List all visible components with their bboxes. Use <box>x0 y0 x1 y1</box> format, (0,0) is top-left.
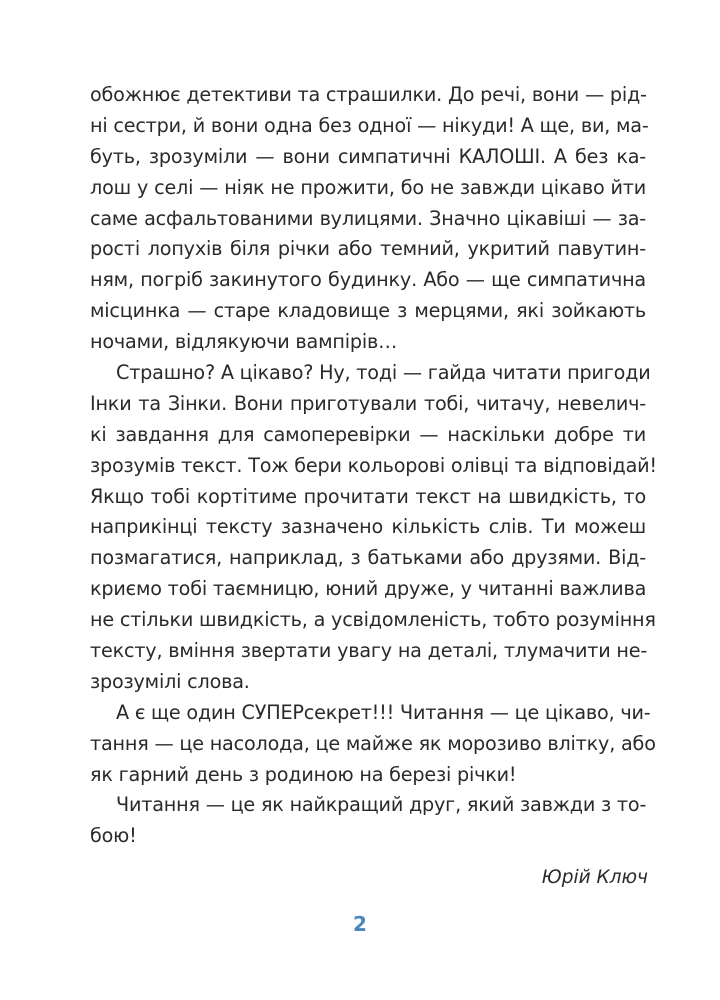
text-line: ночами, відлякуючи вампірів… <box>90 330 398 354</box>
text-line: криємо тобі таємницю, юний друже, у читанні важлива <box>90 577 647 601</box>
paragraph-start-line: А є ще один СУПЕРсекрет!!! Читання — це цікаво, чи- <box>116 700 651 724</box>
body-text <box>90 80 657 852</box>
paragraph-start-line: Читання — це як найкращий друг, який завжди з то- <box>116 793 647 817</box>
text-line: лош у селі — ніяк не прожити, бо не завжди цікаво йти <box>90 175 646 199</box>
text-line: не стільки швидкість, а усвідомленість, тобто розуміння <box>90 608 656 632</box>
text-line: місцинка — старе кладовище з мерцями, які зойкають <box>90 299 646 323</box>
text-line: Інки та Зінки. Вони приготували тобі, читачу, невелич- <box>90 391 646 415</box>
text-line: ням, погріб закинутого будинку. Або — ще симпатична <box>90 268 646 292</box>
text-line: Якщо тобі кортітиме прочитати текст на швидкість, то <box>90 484 646 508</box>
text-line: бою! <box>90 824 137 848</box>
text-line: зрозумів текст. Тож бери кольорові олівці та відповідай! <box>90 453 657 477</box>
paragraph-start-line: Страшно? А цікаво? Ну, тоді — гайда читати пригоди <box>116 361 651 385</box>
text-line: тання — це насолода, це майже як морозиво влітку, або <box>90 731 656 755</box>
page-number: 2 <box>353 912 367 936</box>
text-line: як гарний день з родиною на березі річки! <box>90 762 517 786</box>
author-signature: Юрій Ключ <box>541 867 648 888</box>
text-line: позмагатися, наприклад, з батьками або друзями. Від- <box>90 546 646 570</box>
text-line: зрозумілі слова. <box>90 669 250 693</box>
text-line: обожнює детективи та страшилки. До речі, вони — рід- <box>90 83 647 106</box>
text-line: рості лопухів біля річки або темний, укритий павутин- <box>90 237 646 261</box>
text-line: наприкінці тексту зазначено кількість слів. Ти можеш <box>90 515 646 539</box>
text-line: тексту, вміння звертати увагу на деталі, тлумачити не- <box>90 639 648 663</box>
text-line: буть, зрозуміли — вони симпатичні КАЛОШІ. А без ка- <box>90 144 646 168</box>
text-line: ні сестри, й вони одна без одної — нікуди! А ще, ви, ма- <box>90 113 649 137</box>
text-line: кі завдання для самоперевірки — наскільки добре ти <box>90 422 646 446</box>
text-line: саме асфальтованими вулицями. Значно цікавіші — за- <box>90 206 646 230</box>
